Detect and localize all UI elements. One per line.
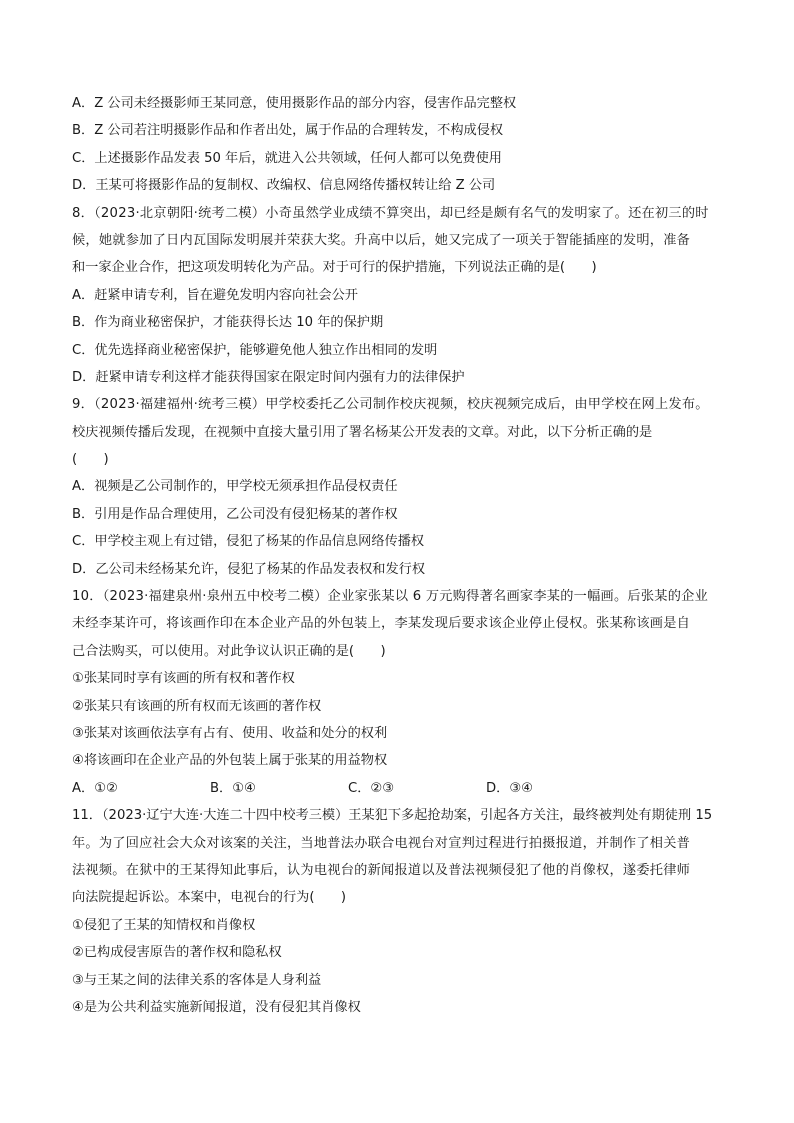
option-a: A．Z 公司未经摄影师王某同意，使用摄影作品的部分内容，侵害作品完整权 — [72, 96, 517, 111]
question-11 — [72, 802, 732, 1021]
option-d: D．王某可将摄影作品的复制权、改编权、信息网络传播权转让给 Z 公司 — [72, 178, 496, 194]
statement-1: ①侵犯了王某的知情权和肖像权 — [72, 917, 256, 933]
statement-2: ②已构成侵害原告的著作权和隐私权 — [72, 945, 282, 961]
statement-1: ①张某同时享有该画的所有权和著作权 — [72, 671, 295, 687]
choice-a: A．①② — [72, 780, 118, 796]
option-d: D．赶紧申请专利这样才能获得国家在限定时间内强有力的法律保护 — [72, 369, 465, 385]
question-stem-line: 10．（2023·福建泉州·泉州五中校考二模）企业家张某以 6 万元购得著名画家李某的一幅画。后张某的企业 — [72, 589, 709, 605]
question-stem-line: 和一家企业合作，把这项发明转化为产品。对于可行的保护措施，下列说法正确的是( ) — [72, 260, 597, 276]
question-stem-line: 校庆视频传播后发现，在视频中直接大量引用了署名杨某公开发表的文章。对此，以下分析正确的是 — [72, 424, 653, 440]
option-b: B．作为商业秘密保护，才能获得长达 10 年的保护期 — [72, 315, 384, 331]
choice-b: B．①④ — [210, 780, 256, 796]
statement-4: ④是为公共利益实施新闻报道，没有侵犯其肖像权 — [72, 999, 361, 1015]
question-stem-line: 8．（2023·北京朝阳·统考二模）小奇虽然学业成绩不算突出，却已经是颇有名气的发明家了。还在初三的时 — [72, 205, 709, 221]
question-8 — [72, 200, 732, 392]
option-a: A．视频是乙公司制作的，甲学校无须承担作品侵权责任 — [72, 479, 398, 495]
question-stem-line: 向法院提起诉讼。本案中，电视台的行为( ) — [72, 890, 347, 906]
statement-3: ③张某对该画依法享有占有、使用、收益和处分的权利 — [72, 725, 388, 741]
choice-d: D．③④ — [486, 780, 533, 796]
option-c: C．上述摄影作品发表 50 年后，就进入公共领域，任何人都可以免费使用 — [72, 150, 502, 166]
question-7-options — [72, 90, 732, 200]
statement-2: ②张某只有该画的所有权而无该画的著作权 — [72, 698, 322, 714]
question-stem-line: 候，她就参加了日内瓦国际发明展并荣获大奖。升高中以后，她又完成了一项关于智能插座的发明，准备 — [72, 232, 691, 248]
statement-3: ③与王某之间的法律关系的客体是人身利益 — [72, 972, 322, 988]
answer-bracket: ( ) — [72, 452, 109, 468]
option-d: D．乙公司未经杨某允许，侵犯了杨某的作品发表权和发行权 — [72, 561, 426, 577]
option-c: C．优先选择商业秘密保护，能够避免他人独立作出相同的发明 — [72, 342, 438, 358]
question-stem-line: 年。为了回应社会大众对该案的关注，当地普法办联合电视台对宣判过程进行拍摄报道，并制作了相关普 — [72, 835, 691, 851]
question-stem-line: 未经李某许可，将该画作印在本企业产品的外包装上，李某发现后要求该企业停止侵权。张某称该画是自 — [72, 616, 691, 632]
choice-row — [72, 775, 732, 802]
question-stem-line: 11．（2023·辽宁大连·大连二十四中校考三模）王某犯下多起抢劫案，引起各方关注，最终被判处有期徒刑 15 — [72, 808, 713, 824]
statement-4: ④将该画印在企业产品的外包装上属于张某的用益物权 — [72, 753, 388, 769]
question-stem-line: 9．（2023·福建福州·统考三模）甲学校委托乙公司制作校庆视频，校庆视频完成后，由甲学校在网上发布。 — [72, 397, 709, 413]
option-b: B．引用是作品合理使用，乙公司没有侵犯杨某的著作权 — [72, 506, 398, 522]
question-stem-line: 己合法购买，可以使用。对此争议认识正确的是( ) — [72, 643, 386, 659]
question-10 — [72, 583, 732, 802]
choice-c: C．②③ — [348, 780, 395, 796]
option-a: A．赶紧申请专利，旨在避免发明内容向社会公开 — [72, 287, 358, 303]
option-b: B．Z 公司若注明摄影作品和作者出处，属于作品的合理转发，不构成侵权 — [72, 123, 504, 139]
option-c: C．甲学校主观上有过错，侵犯了杨某的作品信息网络传播权 — [72, 534, 425, 550]
exam-page — [72, 90, 732, 1021]
question-stem-line: 法视频。在狱中的王某得知此事后，认为电视台的新闻报道以及普法视频侵犯了他的肖像权，遂委托律师 — [72, 862, 691, 878]
question-9 — [72, 391, 732, 583]
